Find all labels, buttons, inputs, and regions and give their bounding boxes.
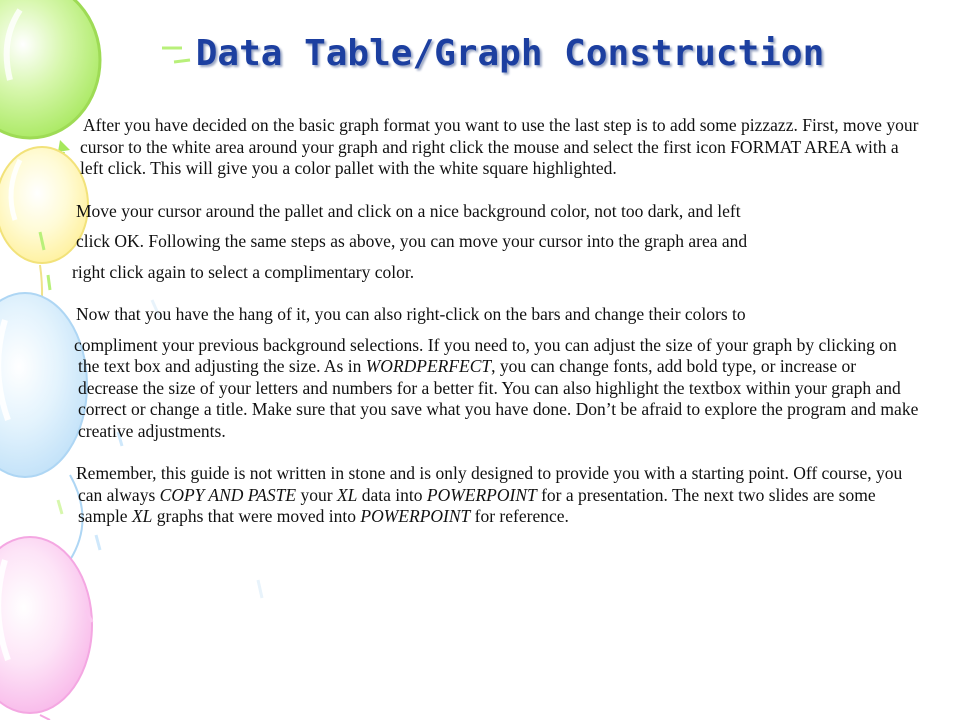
emphasis-xl: XL — [336, 484, 358, 505]
text-run: Remember, this guide is not written in stone and is only designed to provide you with a starting point. Off course, you can always — [76, 463, 903, 505]
paragraph-bar-colors-line-2 — [70, 335, 920, 443]
slide-title: Data Table/Graph Construction — [195, 33, 825, 74]
text-run: for a presentation. The next two slides are some sample — [78, 484, 876, 526]
text-run: your — [296, 484, 337, 505]
text-run: graphs that were moved into — [152, 506, 361, 526]
paragraph-background-color-line-2: click OK. Following the same steps as above, you can move your cursor into the graph area and — [76, 231, 748, 251]
emphasis-wordperfect: WORDPERFECT — [365, 356, 492, 376]
pink-balloon-icon — [0, 537, 92, 720]
paragraph-background-color-line-3: right click again to select a complimentary color. — [72, 261, 415, 282]
text-run: compliment your previous background selections. If you need to, you can adjust the size of your graph by clicking on the text box and adjusting the size. As in — [74, 334, 897, 376]
emphasis-xl: XL — [131, 506, 153, 526]
body-text — [70, 115, 920, 528]
emphasis-powerpoint: POWERPOINT — [360, 506, 471, 526]
paragraph-background-color-line-1: Move your cursor around the pallet and click on a nice background color, not too dark, and left — [76, 200, 741, 221]
emphasis-powerpoint: POWERPOINT — [426, 484, 537, 505]
paragraph-remember — [70, 463, 920, 528]
paragraph-bar-colors-line-1: Now that you have the hang of it, you can also right-click on the bars and change their colors to — [76, 304, 746, 324]
text-run: , you can change fonts, add bold type, or increase or decrease the size of your letters and numbers for a better fit. You can also highlight the textbox within your graph and correct or change a title. Make sure that you save what you have done. Don’t be afraid to explore the program and make creative adjustments. — [78, 356, 919, 441]
paragraph-format-area: After you have decided on the basic graph format you want to use the last step is to add some pizzazz. First, move your cursor to the white area around your graph and right click the mouse and select the first icon FORMAT AREA with a left click. This will give you a color pallet with the white square highlighted. — [80, 115, 919, 178]
text-run: data into — [357, 484, 427, 505]
text-run: for reference. — [470, 506, 569, 526]
emphasis-copy-and-paste: COPY AND PASTE — [159, 484, 297, 505]
